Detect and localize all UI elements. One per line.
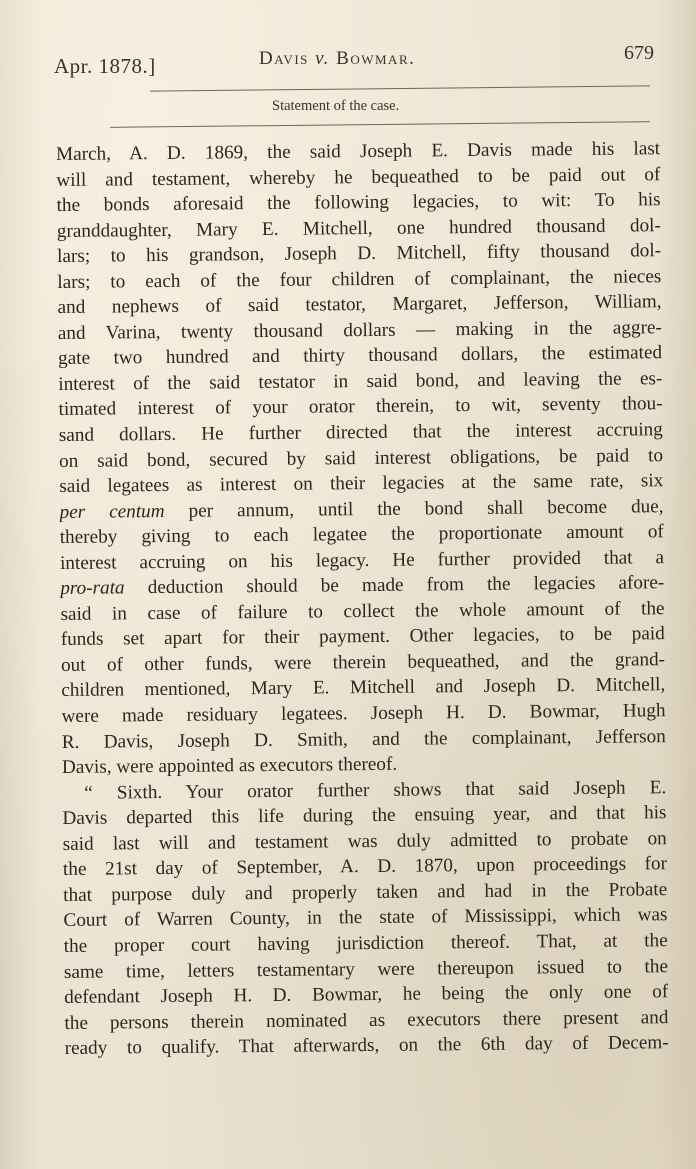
case-title-versus: v.: [315, 48, 330, 69]
text-line: interest of the said testator in said bond, and leaving the es-: [58, 368, 663, 395]
italic-phrase: pro-rata: [60, 577, 125, 600]
case-title: [259, 48, 415, 70]
text-line: interest accruing on his legacy. He further provided that a: [59, 546, 665, 574]
text-line: R. Davis, Joseph D. Smith, and the complainant, Jefferson: [61, 725, 666, 753]
text-line: said legatees as interest on their legacies at the same rate, six: [59, 470, 664, 498]
text-line: “ Sixth. Your orator further shows that said Joseph E.: [84, 776, 667, 804]
text-line: and nephews of said testator, Margaret, Jefferson, William,: [57, 291, 662, 319]
header-date: Apr. 1878.]: [54, 54, 156, 78]
text-line: granddaughter, Mary E. Mitchell, one hundred thousand dol-: [56, 214, 661, 242]
text-line: children mentioned, Mary E. Mitchell and Joseph D. Mitchell,: [61, 674, 666, 702]
text-line: sand dollars. He further directed that the interest accruing: [58, 419, 663, 447]
text-line: the proper court having jurisdiction thereof. That, at the: [63, 930, 668, 957]
text-line: lars; to each of the four children of complainant, the nieces: [57, 265, 662, 293]
text-line: ready to qualify. That afterwards, on the 6th day of Decem-: [64, 1032, 669, 1060]
text-line: on said bond, secured by said interest obligations, be paid to: [58, 444, 664, 472]
page-number: 679: [624, 42, 654, 64]
case-title-plaintiff: Davis: [259, 48, 309, 69]
text-line: were made residuary legatees. Joseph H. D. Bowmar, Hugh: [61, 700, 666, 728]
text-line: will and testament, whereby he bequeathed to be paid out of: [56, 163, 661, 191]
text-line: March, A. D. 1869, the said Joseph E. Davis made his last: [56, 138, 661, 165]
text-line: gate two hundred and thirty thousand dollars, the estimated: [57, 342, 663, 370]
running-head: [54, 42, 654, 78]
text-line: defendant Joseph H. D. Bowmar, he being the only one of: [64, 981, 669, 1009]
text-line: thereby giving to each legatee the proportionate amount of: [59, 521, 664, 549]
case-title-defendant: Bowmar.: [336, 48, 416, 69]
text-line: Court of Warren County, in the state of Mississippi, which was: [63, 904, 668, 932]
text-line: and Varina, twenty thousand dollars — making in the aggre-: [57, 317, 662, 344]
text-line: said last will and testament was duly admitted to probate on: [62, 827, 667, 855]
text-line: that purpose duly and properly taken and had in the Probate: [63, 879, 668, 906]
text-run: deduction should be made from the legacies afore-: [124, 572, 665, 599]
text-line: same time, letters testamentary were thereupon issued to the: [63, 955, 669, 983]
text-line: timated interest of your orator therein, to wit, seventy thou-: [58, 393, 663, 421]
header-rule-top: [150, 85, 650, 91]
text-line: the 21st day of September, A. D. 1870, upon proceedings for: [62, 853, 668, 881]
italic-phrase: per centum: [59, 500, 165, 523]
header-rule-bottom: [110, 121, 650, 128]
text-line: Davis departed this life during the ensuing year, and that his: [62, 802, 667, 830]
text-run: per annum, until the bond shall become due,: [164, 495, 664, 522]
text-line: the bonds aforesaid the following legacies, to wit: To his: [56, 189, 661, 217]
text-line: Davis, were appointed as executors thereof.: [61, 753, 398, 779]
body-text: [56, 136, 669, 1061]
text-line: said in case of failure to collect the whole amount of the: [60, 598, 665, 625]
text-line: lars; to his grandson, Joseph D. Mitchell, fifty thousand dol-: [57, 240, 662, 268]
text-line: the persons therein nominated as executors there present and: [64, 1006, 669, 1034]
text-line: funds set apart for their payment. Other legacies, to be paid: [60, 623, 665, 651]
text-line: out of other funds, were therein bequeathed, and the grand-: [60, 649, 666, 676]
section-label: Statement of the case.: [272, 98, 400, 114]
